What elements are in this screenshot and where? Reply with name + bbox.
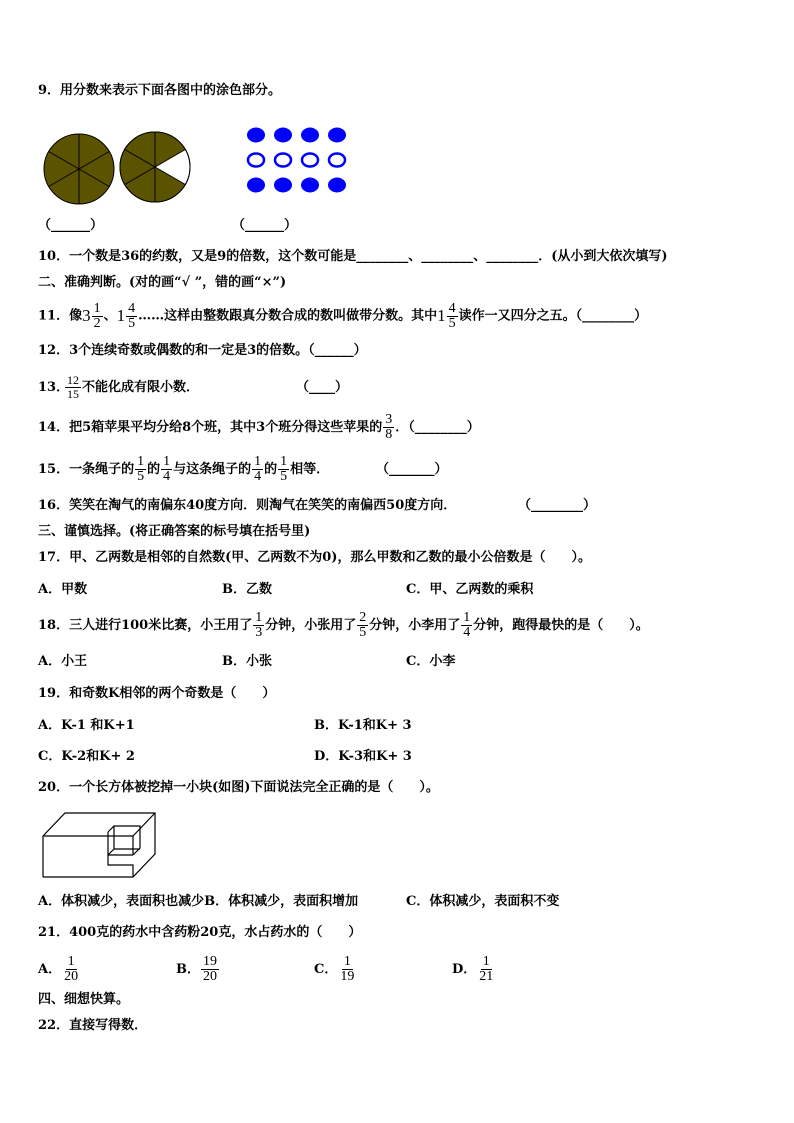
circle-figure-full <box>42 132 116 206</box>
question-15: 15．一条绳子的 $\frac{1}{5}$ 的 $\frac{1}{4}$ 与这条绳子的 $\frac{1}{4}$ 的 $\frac{1}{5}$ 相等． <box>38 454 330 484</box>
question-10: 10．一个数是36的约数，又是9的倍数，这个数可能是________、________、________．(从小到大依次填写) <box>38 249 668 264</box>
q13-answer[interactable]: （____） <box>296 380 349 395</box>
q21-option-a[interactable]: A． $\frac{1}{20}$ <box>38 954 79 984</box>
q16-answer[interactable]: （________） <box>518 498 597 513</box>
section-2-heading: 二、准确判断。(对的画“√ ”，错的画“×”) <box>38 275 287 290</box>
q21-option-d[interactable]: D． $\frac{1}{21}$ <box>452 954 494 984</box>
question-9: 9．用分数来表示下面各图中的涂色部分。 <box>38 83 282 98</box>
q15-answer[interactable]: （_______） <box>376 462 448 477</box>
q17-option-a[interactable]: A．甲数 <box>38 582 88 597</box>
q18-option-a[interactable]: A．小王 <box>38 654 88 669</box>
q17-option-b[interactable]: B．乙数 <box>222 582 272 597</box>
q19-option-d[interactable]: D．K-3和K+ 3 <box>314 749 412 764</box>
q21-option-c[interactable]: C． $\frac{1}{19}$ <box>314 954 355 984</box>
q20-option-c[interactable]: C．体积减少，表面积不变 <box>406 894 560 909</box>
question-16: 16．笑笑在淘气的南偏东40度方向．则淘气在笑笑的南偏西50度方向． <box>38 498 457 513</box>
q9-answer-1[interactable]: （______） <box>38 218 104 233</box>
q20-option-a[interactable]: A．体积减少，表面积也减少B．体积减少，表面积增加 <box>38 894 359 909</box>
q19-option-c[interactable]: C．K-2和K+ 2 <box>38 749 135 764</box>
question-11: 11．像 3 $\frac{1}{2}$ 、 1 $\frac{4}{5}$ ……这样由整数跟真分数合成的数叫做带分数。其中 1 $\frac{4}{5}$ 读作一又四分之五。（________） <box>38 298 647 335</box>
q19-option-b[interactable]: B．K-1和K+ 3 <box>314 718 412 733</box>
mixed-number-1-4-5: 1 $\frac{4}{5}$ <box>116 300 136 331</box>
mixed-number-1-4-5-b: 1 $\frac{4}{5}$ <box>437 300 456 331</box>
q9-answer-2[interactable]: （______） <box>232 218 298 233</box>
section-4-heading: 四、细想快算。 <box>38 992 130 1007</box>
cuboid-figure <box>40 810 158 880</box>
question-14: 14．把5箱苹果平均分给8个班，其中3个班分得这些苹果的 $\frac{3}{8}$ ．（________） <box>38 412 480 442</box>
question-21: 21．400克的药水中含药粉20克，水占药水的（ ） <box>38 925 362 940</box>
q19-option-a[interactable]: A．K-1 和K+1 <box>38 718 135 733</box>
q18-option-c[interactable]: C．小李 <box>406 654 456 669</box>
mixed-number-3-1-2: 3 $\frac{1}{2}$ <box>82 300 101 331</box>
q21-option-b[interactable]: B． $\frac{19}{20}$ <box>176 954 217 984</box>
question-13: $\frac{12}{15}$ 不能化成有限小数． <box>67 373 200 401</box>
circle-figure-partial <box>118 130 192 204</box>
section-3-heading: 三、谨慎选择。(将正确答案的标号填在括号里) <box>38 524 311 539</box>
question-20: 20．一个长方体被挖掉一小块(如图)下面说法完全正确的是（ ）。 <box>38 780 439 795</box>
fraction-12-15: $\frac{12}{15}$ <box>67 373 79 401</box>
question-18: 18．三人进行100米比赛，小王用了 $\frac{1}{3}$ 分钟，小张用了 $\frac{2}{5}$ 分钟，小李用了 $\frac{1}{4}$ 分钟，跑得最快的是（ ）。 <box>38 610 649 640</box>
question-19: 19．和奇数K相邻的两个奇数是（ ） <box>38 686 276 701</box>
q18-option-b[interactable]: B．小张 <box>222 654 272 669</box>
question-22: 22．直接写得数． <box>38 1018 148 1033</box>
q17-option-c[interactable]: C．甲、乙两数的乘积 <box>406 582 534 597</box>
question-12: 12．3个连续奇数或偶数的和一定是3的倍数。（______） <box>38 343 367 358</box>
fraction-3-8: $\frac{3}{8}$ <box>385 412 393 442</box>
dots-figure <box>246 126 354 196</box>
question-17: 17．甲、乙两数是相邻的自然数(甲、乙两数不为0)，那么甲数和乙数的最小公倍数是（ ）。 <box>38 550 591 565</box>
